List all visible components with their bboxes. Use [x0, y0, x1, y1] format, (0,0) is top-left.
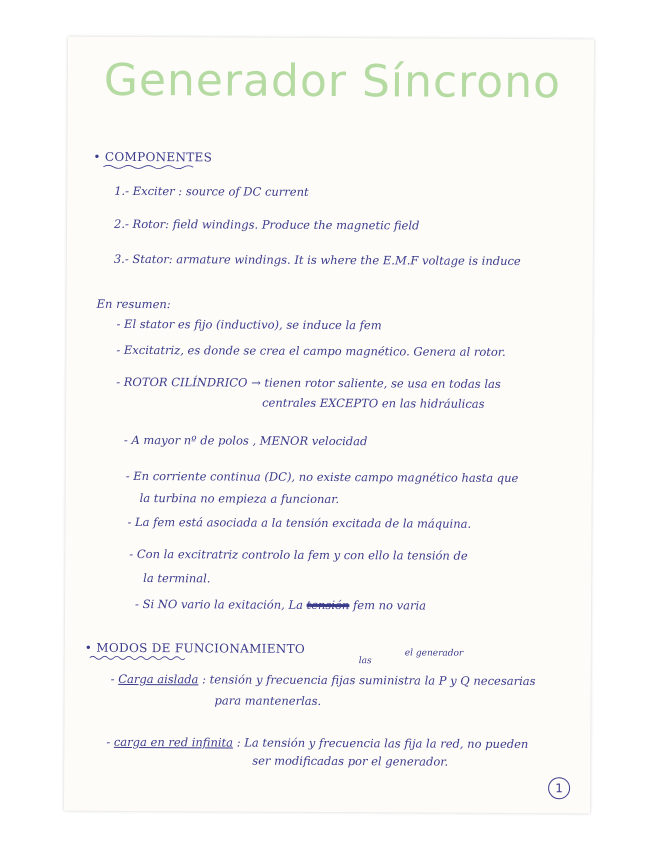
summary-line-5b: la turbina no empieza a funcionar. [139, 491, 340, 507]
summary-line-7a: - Con la excitratriz controlo la fem y con ello la tensión de [129, 546, 468, 563]
squiggle-underline-icon [85, 655, 185, 661]
component-item-1: 1.- Exciter : source of DC current [114, 183, 309, 199]
summary-line-3a: - ROTOR CILÍNDRICO → tienen rotor saliente, se usa en todas las [116, 374, 501, 391]
annotation-las: las [358, 656, 372, 667]
page-title: Generador Síncrono [103, 54, 562, 109]
notebook-page [64, 37, 594, 814]
heading-text: COMPONENTES [104, 149, 213, 165]
mode-label: Carga aislada [118, 671, 199, 687]
summary-line-8-end: fem no varia [352, 598, 427, 613]
summary-line-5a: - En corriente continua (DC), no existe campo magnético hasta que [125, 468, 519, 485]
mode-label: carga en red infinita [113, 734, 234, 750]
mode-red-infinita-cont: ser modificadas por el generador. [252, 753, 449, 769]
summary-line-4: - A mayor nº de polos , MENOR velocidad [123, 432, 368, 449]
summary-line-6: - La fem está asociada a la tensión excitada de la máquina. [127, 514, 472, 531]
section-heading-componentes [93, 150, 212, 165]
mode-carga-aislada: - Carga aislada : tensión y frecuencia fijas suministra la P y Q necesarias [110, 671, 536, 689]
mode-text-fijas: fijas [331, 673, 356, 688]
mode-text-b: suministra la P y Q necesarias [359, 673, 536, 689]
section-heading-modos [85, 641, 305, 656]
mode-red-infinita: - carga en red infinita : La tensión y frecuencia las fija la red, no pueden [106, 734, 529, 752]
struck-word: tensión [306, 597, 350, 613]
summary-line-7b: la terminal. [143, 571, 211, 586]
component-item-2: 2.- Rotor: field windings. Produce the magnetic field [114, 216, 420, 233]
summary-line-2: - Excitatriz, es donde se crea el campo magnético. Genera al rotor. [116, 342, 506, 359]
component-item-3: 3.- Stator: armature windings. It is where the E.M.F voltage is induce [113, 251, 521, 269]
page-number: 1 [548, 777, 570, 799]
summary-label: En resumen: [96, 296, 171, 312]
mode-text: : tensión y frecuencia [202, 672, 328, 687]
bullet-icon: • [93, 149, 105, 164]
squiggle-underline-icon [93, 164, 193, 170]
summary-line-8 [135, 597, 426, 613]
summary-line-1: - El stator es fijo (inductivo), se induce la fem [116, 316, 382, 333]
summary-line-3b: centrales EXCEPTO en las hidráulicas [262, 395, 485, 411]
bullet-icon: • [84, 640, 97, 655]
mode-carga-aislada-cont: para mantenerlas. [214, 693, 322, 708]
heading-text: MODOS DE FUNCIONAMIENTO [96, 640, 306, 656]
annotation-el-generador: el generador [404, 648, 464, 659]
mode-text: : La tensión y frecuencia las fija la red, no pueden [236, 735, 529, 752]
summary-line-8-text: - Si NO vario la exitación, La [135, 596, 304, 612]
